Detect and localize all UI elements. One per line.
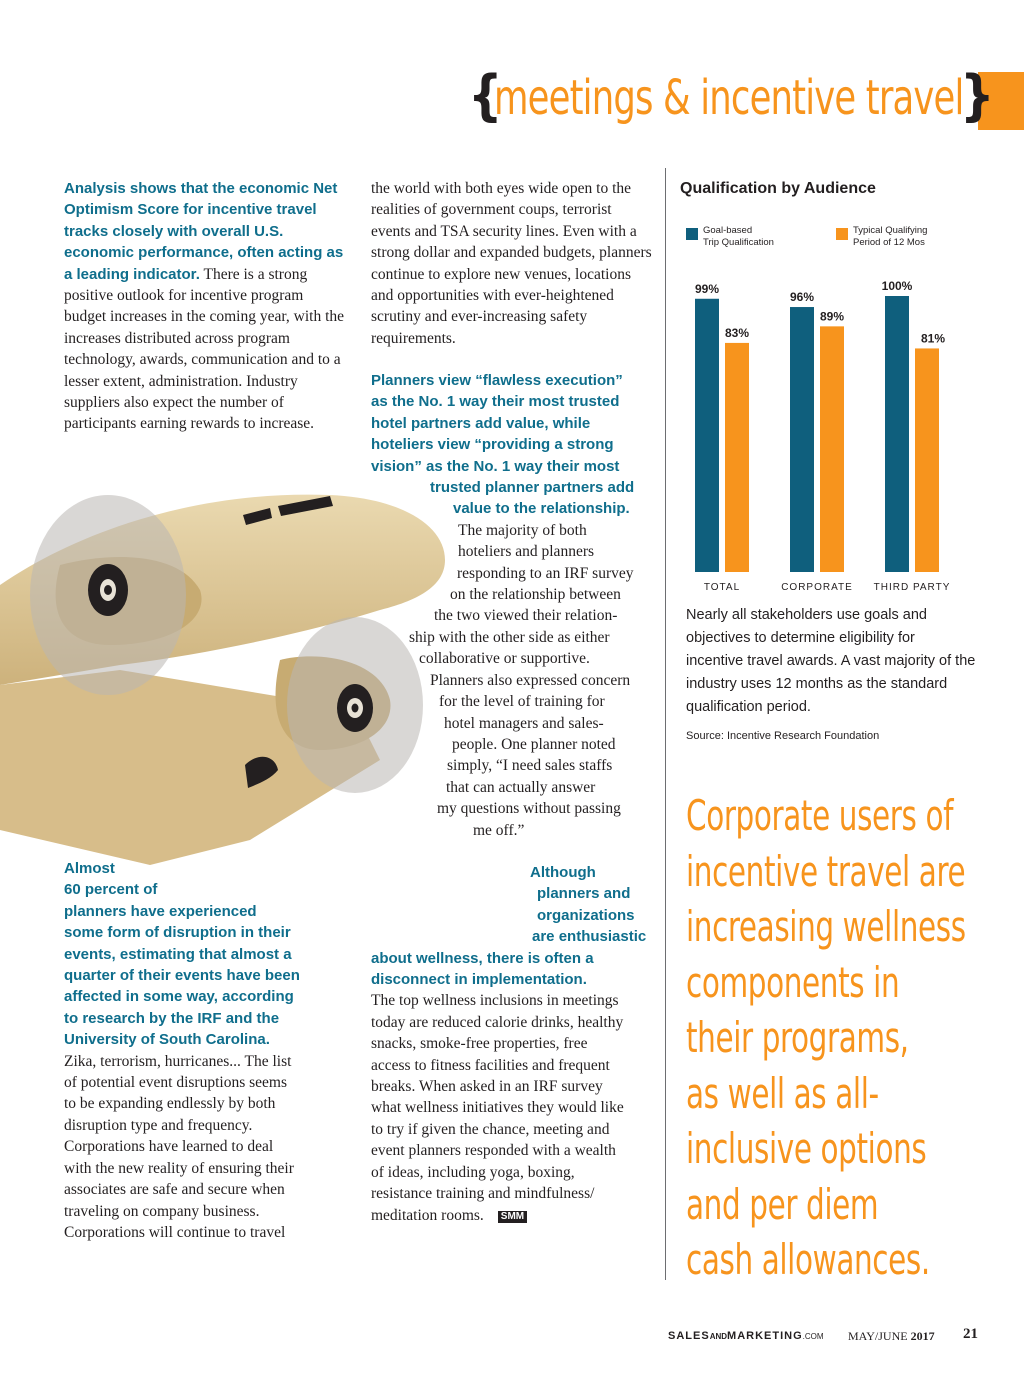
wellness-body-line: resistance training and mindfulness/ <box>371 1185 595 1203</box>
pull-quote-line: and per diem <box>686 1179 879 1229</box>
wellness-body-line: The top wellness inclusions in meetings <box>371 992 619 1010</box>
mid-body-line: for the level of training for <box>439 693 605 711</box>
chart-source: Source: Incentive Research Foundation <box>686 730 880 742</box>
bar-corporate-period <box>820 326 844 572</box>
footer-issue-year: 2017 <box>910 1329 935 1343</box>
column1-lead: Analysis shows that the economic Net Optimism Score for incentive travel tracks closely with overall U.S. economic performance, often acting as a leading indicator. <box>64 180 344 283</box>
bottom-body-line: with the new reality of ensuring their <box>64 1159 294 1177</box>
wellness-body-line <box>371 1205 661 1226</box>
category-label: THIRD PARTY <box>873 582 950 593</box>
legend-swatch-orange <box>836 228 848 240</box>
wellness-body-line: snacks, smoke-free properties, free <box>371 1035 588 1053</box>
footer-site-part: AND <box>709 1332 728 1341</box>
mid-body-line: collaborative or supportive. <box>419 650 590 668</box>
category-label: CORPORATE <box>781 582 853 593</box>
legend-label-line: Trip Qualification <box>703 237 774 248</box>
bottom-body-line: Corporations will continue to travel <box>64 1223 286 1241</box>
chart-title: Qualification by Audience <box>680 180 876 197</box>
bottom-body-line: Zika, terrorism, hurricanes... The list <box>64 1052 292 1070</box>
wellness-lead-line: Although <box>530 864 596 881</box>
column2-bottom-text <box>371 862 661 1226</box>
wellness-body-line: to try if given the chance, meeting and <box>371 1120 610 1138</box>
bottom-lead-line: 60 percent of <box>64 881 158 899</box>
bottom-lead-line: events, estimating that almost a <box>64 945 292 963</box>
pull-quote-line: as well as all- <box>686 1068 879 1118</box>
bottom-lead-line: some form of disruption in their <box>64 924 291 942</box>
footer-site-part: .COM <box>802 1332 824 1341</box>
footer-site-part: SALES <box>668 1330 710 1342</box>
wellness-body-line: today are reduced calorie drinks, healthy <box>371 1013 624 1031</box>
mid-body-line: the two viewed their relation- <box>434 607 618 625</box>
pull-quote <box>686 788 998 1288</box>
bottom-body-line: to be expanding endlessly by both <box>64 1095 276 1113</box>
footer-site <box>668 1330 824 1342</box>
bottom-lead-line: planners have experienced <box>64 902 257 920</box>
mid-body-line: Planners also expressed concern <box>430 671 631 689</box>
open-brace: { <box>468 64 503 127</box>
column1-top-text <box>64 178 344 435</box>
wellness-lead-line: planners and <box>537 885 631 903</box>
wellness-body-line: of ideas, including yoga, boxing, <box>371 1163 575 1181</box>
mid-body-line: responding to an IRF survey <box>457 564 634 582</box>
legend-label-line: Typical Qualifying <box>853 225 928 236</box>
legend-label-line: Goal-based <box>703 225 753 236</box>
footer-issue <box>848 1329 935 1344</box>
column-divider <box>665 168 666 1280</box>
mid-lead-line: vision” as the No. 1 way their most <box>371 457 620 475</box>
mid-body-line: simply, “I need sales staffs <box>447 757 613 775</box>
pull-quote-line: inclusive options <box>686 1124 927 1173</box>
wellness-body-last: meditation rooms. <box>371 1206 484 1224</box>
pull-quote-line: Corporate users of <box>686 791 954 840</box>
bar-third-party-goal <box>885 296 909 572</box>
footer-issue-month: MAY/JUNE <box>848 1329 908 1343</box>
bottom-body-line: disruption type and frequency. <box>64 1116 253 1134</box>
mid-body-line: hoteliers and planners <box>458 543 595 561</box>
pull-quote-line: incentive travel are <box>686 846 966 896</box>
category-label: TOTAL <box>703 582 741 593</box>
mid-lead-line: hotel partners add value, while <box>371 414 591 432</box>
column1-body: There is a strong positive outlook for incentive program budget increases in the coming year, with the increases distributed across program technology, awards, communication and to a lesser extent, administration. Industry suppliers also expect the number of participants earning rewards to increase. <box>64 265 345 433</box>
legend-label-line: Period of 12 Mos <box>853 237 925 248</box>
column2-top-text <box>371 178 653 349</box>
legend-item-period <box>836 225 976 249</box>
pull-quote-line: components in <box>686 957 900 1007</box>
chart-caption: Nearly all stakeholders use goals and objectives to determine eligibility for incentive travel awards. A vast majority of the industry uses 12 months as the standard qualification period. <box>686 607 976 715</box>
bar-value-label: 89% <box>819 309 845 324</box>
end-mark-logo: SMM <box>498 1211 527 1223</box>
section-title <box>468 64 1024 138</box>
bar-value-label: 100% <box>881 279 913 293</box>
bar-value-label: 81% <box>920 331 946 346</box>
footer-site-part: MARKETING <box>727 1330 803 1342</box>
wellness-lead-line: organizations <box>537 906 635 924</box>
column2-mid-text <box>371 370 661 841</box>
legend-swatch-blue <box>686 228 698 240</box>
wellness-lead-line: about wellness, there is often a <box>371 949 594 967</box>
bar-value-label: 83% <box>724 325 750 340</box>
mid-lead-line: value to the relationship. <box>453 500 630 518</box>
page-number: 21 <box>963 1326 978 1342</box>
column2-body: the world with both eyes wide open to the realities of government coups, terrorist events and TSA security lines. Even with a strong dollar and expanded budgets, planners continue to explore new venues, locations and opportunities with ever-heightened scrutiny and ever-increasing safety requirements. <box>371 180 652 347</box>
bar-third-party-period <box>915 348 939 572</box>
close-brace: } <box>960 64 995 127</box>
pull-quote-line: their programs, <box>686 1013 909 1062</box>
bar-total-goal <box>695 299 719 572</box>
pull-quote-line: cash allowances. <box>686 1235 930 1284</box>
mid-body-line: The majority of both <box>458 521 587 539</box>
bottom-body-line: Corporations have learned to deal <box>64 1138 274 1156</box>
wellness-lead-line: are enthusiastic <box>532 928 647 946</box>
mid-body-line: people. One planner noted <box>452 735 616 753</box>
mid-lead-line: hoteliers view “providing a strong <box>371 436 614 454</box>
mid-body-line: me off.” <box>473 821 525 839</box>
wellness-body-line: what wellness initiatives they would like <box>371 1099 624 1117</box>
wellness-body-line: access to fitness facilities and frequent <box>371 1056 610 1074</box>
mid-body-line: that can actually answer <box>446 778 596 796</box>
legend-item-goal <box>686 225 826 249</box>
bottom-body-line: traveling on company business. <box>64 1202 260 1220</box>
bottom-lead-line: quarter of their events have been <box>64 967 300 985</box>
bar-value-label: 96% <box>789 290 815 305</box>
bar-corporate-goal <box>790 307 814 572</box>
pull-quote-line: increasing wellness <box>686 902 966 951</box>
bottom-lead-line: University of South Carolina. <box>64 1031 270 1049</box>
section-title-text: meetings & incentive travel <box>494 70 964 126</box>
mid-lead-line: as the No. 1 way their most trusted <box>371 393 620 411</box>
bottom-lead-line: affected in some way, according <box>64 988 294 1006</box>
bottom-body-line: associates are safe and secure when <box>64 1181 285 1199</box>
mid-body-line: ship with the other side as either <box>409 628 610 646</box>
bottom-body-line: of potential event disruptions seems <box>64 1074 287 1092</box>
column1-bottom-text <box>64 858 354 1243</box>
mid-body-line: my questions without passing <box>437 800 621 818</box>
mid-lead-line: Planners view “flawless execution” <box>371 372 623 389</box>
wellness-body-line: breaks. When asked in an IRF survey <box>371 1078 603 1096</box>
mid-body-line: hotel managers and sales- <box>444 714 604 732</box>
wellness-lead-line: disconnect in implementation. <box>371 971 587 989</box>
mid-lead-line: trusted planner partners add <box>430 479 635 497</box>
bottom-lead-line: to research by the IRF and the <box>64 1009 280 1027</box>
bottom-lead-line: Almost <box>64 860 115 877</box>
bar-chart <box>680 270 950 600</box>
bar-value-label: 99% <box>694 281 720 296</box>
mid-body-line: on the relationship between <box>450 586 621 604</box>
wellness-body-line: event planners responded with a wealth <box>371 1142 616 1160</box>
bar-total-period <box>725 343 749 572</box>
